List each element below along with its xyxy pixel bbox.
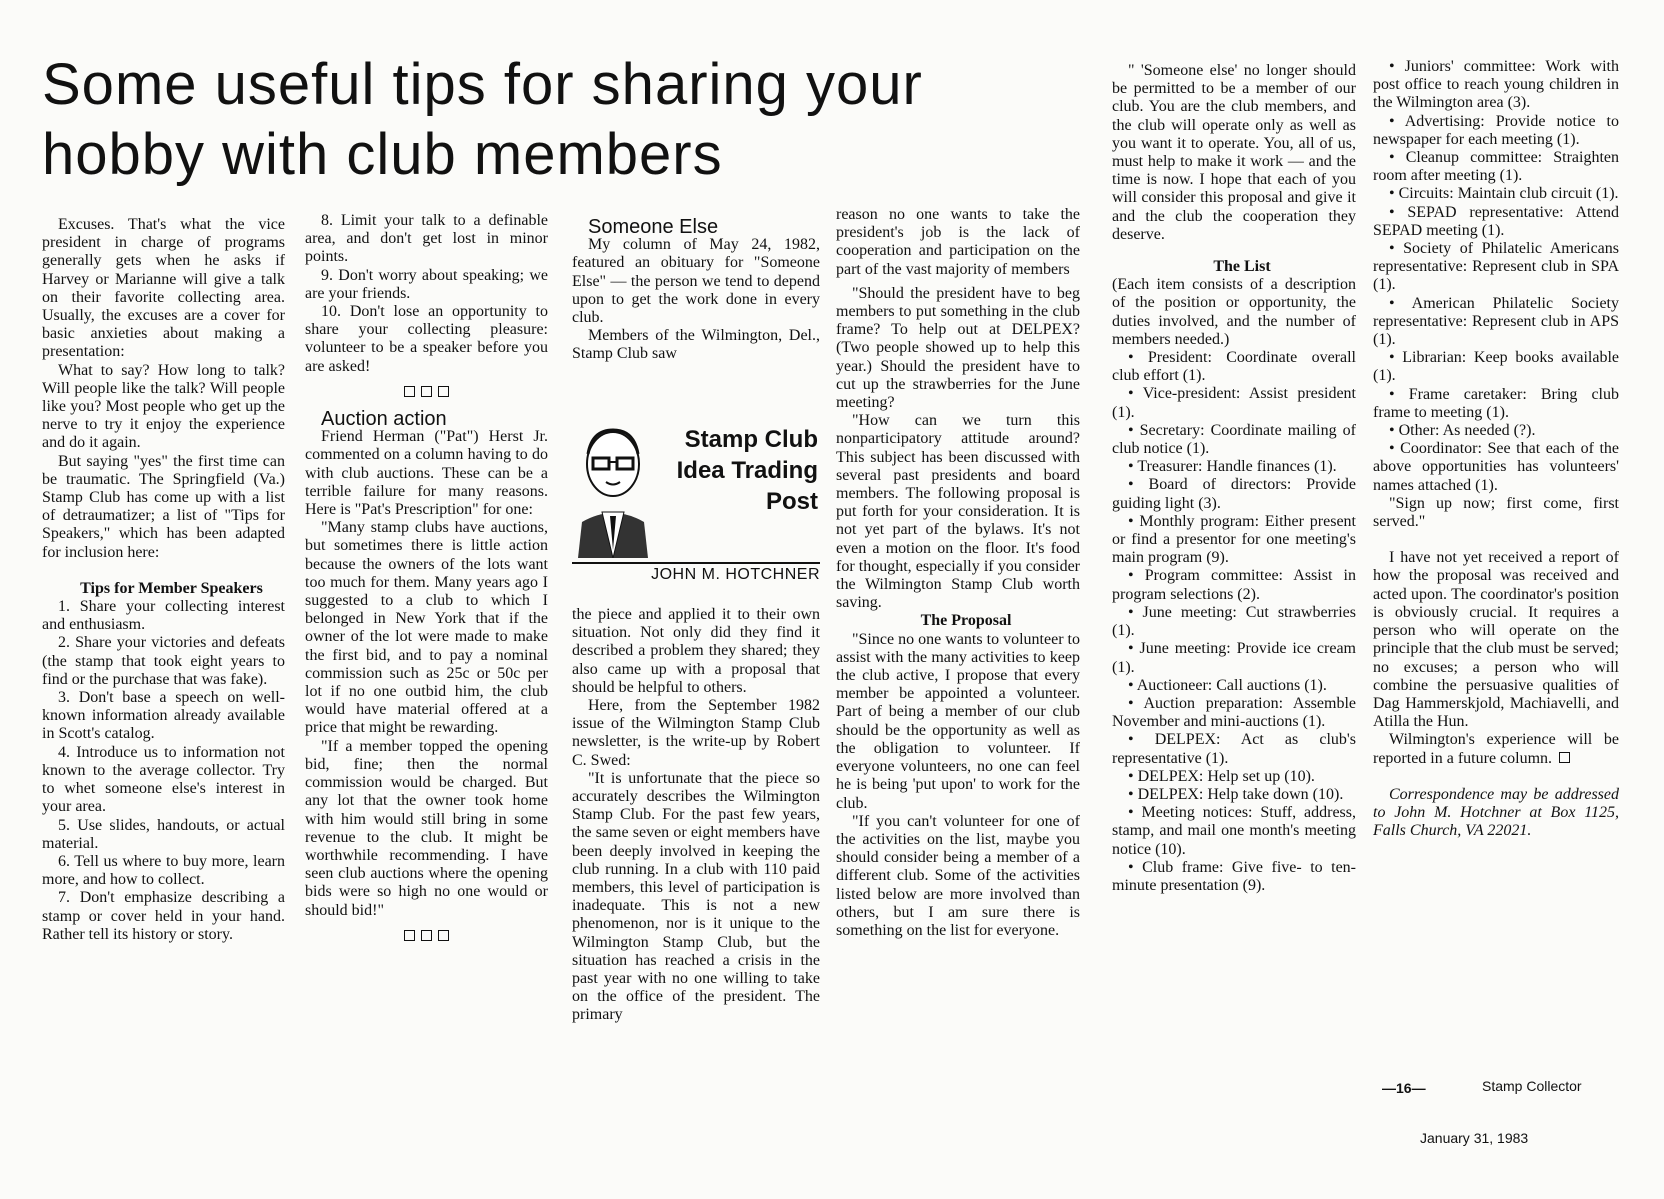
columnist-portrait [572,424,654,558]
tip-item: 6. Tell us where to buy more, learn more, and how to collect. [42,852,285,889]
logo-title: Stamp Club Idea Trading Post [676,426,818,515]
byline: JOHN M. HOTCHNER [651,566,820,583]
paragraph: the piece and applied it to their own situation. Not only did they find it described a problem they shared; they also came up with a proposal that should be helpful to others. [572,606,820,696]
list-item: • Vice-president: Assist president (1). [1112,385,1356,421]
column-6 [1373,58,1619,840]
list-item: • Program committee: Assist in program selections (2). [1112,567,1356,603]
list-item: • Advertising: Provide notice to newspaper for each meeting (1). [1373,112,1619,148]
list-item: • Society of Philatelic Americans representative: Represent club in SPA (1). [1373,240,1619,294]
paragraph: Friend Herman ("Pat") Herst Jr. commented on a column having to do with club auctions. These can be a terrible failure for many reasons. Here is "Pat's Prescription" for one: [305,428,548,519]
tip-item: 2. Share your victories and defeats (the stamp that took eight years to find or the purchase that was fake). [42,634,285,688]
column-1 [42,216,285,944]
list-item: • DELPEX: Help take down (10). [1128,785,1344,803]
list-item: • DELPEX: Act as club's representative (1). [1112,731,1356,767]
paragraph: "If you can't volunteer for one of the activities on the list, maybe you should consider being a member of a different club. Some of the activities listed below are more involved than others, but I am sure there is something on the list for everyone. [836,812,1080,939]
list-item: • Frame caretaker: Bring club frame to meeting (1). [1373,385,1619,421]
list-item: • Juniors' committee: Work with post office to reach young children in the Wilmington area (3). [1373,58,1619,112]
logo-rule [572,562,820,564]
list-item: • Board of directors: Provide guiding light (3). [1112,476,1356,512]
list-item: • American Philatelic Society representative: Represent club in APS (1). [1373,294,1619,349]
column-5 [1112,62,1356,895]
issue-date: January 31, 1983 [1420,1130,1529,1146]
page-number: —16— [1382,1080,1426,1096]
paragraph: "If a member topped the opening bid, fine; then the normal commission would be charged. But any lot that the owner took home with him would still bring in some revenue to the club. It might be worthwhile recommending. I have seen club auctions where the opening bids were so high no one would or should bid!" [305,737,548,919]
list-item: • Secretary: Coordinate mailing of club notice (1). [1112,421,1356,458]
subhead-auction: Auction action [321,408,447,431]
list-item: • Auction preparation: Assemble November and mini-auctions (1). [1112,694,1356,731]
list-item: • Meeting notices: Stuff, address, stamp, and mail one month's meeting notice (10). [1112,804,1356,858]
tip-item: 1. Share your collecting interest and enthusiasm. [42,598,285,634]
list-item: • June meeting: Cut strawberries (1). [1112,603,1356,640]
paragraph: " 'Someone else' no longer should be permitted to be a member of our club. You are the club members, and the club will operate only as well as you want it to operate. You, all of us, must help to make it work — and the time is now. I hope that each of you will consider this proposal and give it and the club the cooperation they deserve. [1112,62,1356,243]
column-3-top [572,218,820,364]
paragraph: Here, from the September 1982 issue of the Wilmington Stamp Club newsletter, is the write-up by Robert C. Swed: [572,697,820,769]
paragraph: What to say? How long to talk? Will people like the talk? Will people like you? Most people who get up the nerve to try it enjoy the experience and do it again. [42,361,285,452]
subhead-tips: Tips for Member Speakers [80,579,263,597]
tip-item: 7. Don't emphasize describing a stamp or cover held in your hand. Rather tell its history or story. [42,889,285,943]
tip-item: 10. Don't lose an opportunity to share your collecting pleasure: volunteer to be a speaker before you are asked! [305,303,548,375]
paragraph: "How can we turn this nonparticipatory attitude around? This subject has been discussed with several past presidents and board members. The following proposal is put forth for your consideration. It is not yet part of the bylaws. It's not even a motion on the floor. It's food for thought, especially if you consider the Wilmington Stamp Club worth saving. [836,412,1080,612]
list-item: • Librarian: Keep books available (1). [1373,349,1619,385]
closing-text: Wilmington's experience will be reported in a future column. [1373,731,1619,767]
list-item: • Circuits: Maintain club circuit (1). [1389,185,1619,203]
list-item: • President: Coordinate overall club effort (1). [1112,349,1356,385]
list-item: • SEPAD representative: Attend SEPAD meeting (1). [1373,203,1619,239]
tip-item: 9. Don't worry about speaking; we are your friends. [305,266,548,302]
column-3-bottom [572,606,820,1025]
list-item: • Monthly program: Either present or find a presentor for one meeting's main program (9). [1112,512,1356,567]
list-item: • Treasurer: Handle finances (1). [1128,458,1337,476]
column-logo [572,424,820,592]
paragraph: My column of May 24, 1982, featured an obituary for "Someone Else" — the person we tend to depend upon to get the work done in every club. [572,236,820,327]
tip-item: 8. Limit your talk to a definable area, and don't get lost in minor points. [305,212,548,266]
publication-name: Stamp Collector [1482,1078,1582,1094]
paragraph: reason no one wants to take the president's job is the lack of cooperation and participation on the part of the vast majority of members [836,206,1080,278]
list-item: • DELPEX: Help set up (10). [1128,767,1315,785]
paragraph: "It is unfortunate that the piece so accurately describes the Wilmington Stamp Club. For the past few years, the same seven or eight members have been deeply involved in keeping the club running. In a club with 110 paid members, this level of participation is inadequate. This is not a new phenomenon, nor is it unique to the Wilmington Stamp Club, but the situation has reached a crisis in the past year with no one willing to take on the office of the president. The primary [572,769,820,1024]
section-divider [305,384,548,402]
paragraph [1373,731,1619,767]
headline: Some useful tips for sharing your hobby with club members [42,52,923,187]
column-2 [305,212,548,954]
list-item: • Auctioneer: Call auctions (1). [1128,676,1327,694]
section-divider [305,928,548,946]
list-item: • Coordinator: See that each of the above opportunities has volunteers' names attached (1). [1373,440,1619,494]
list-item: • June meeting: Provide ice cream (1). [1112,640,1356,676]
list-item: • Cleanup committee: Straighten room after meeting (1). [1373,149,1619,185]
tip-item: 5. Use slides, handouts, or actual material. [42,816,285,852]
paragraph: "Since no one wants to volunteer to assist with the many activities to keep the club active, I propose that every member be appointed a volunteer. Part of being a member of our club should be the opportunity as well as the obligation to volunteer. If everyone volunteers, no one can feel he is being 'put upon' to work for the club. [836,630,1080,812]
paragraph: (Each item consists of a description of the position or opportunity, the duties involved, and the number of members needed.) [1112,276,1356,348]
paragraph: Excuses. That's what the vice president in charge of programs generally gets when he asks if Harvey or Marianne will give a talk on their favorite collecting area. Usually, the excuses are a cover for basic anxieties about making a presentation: [42,216,285,361]
subhead-proposal: The Proposal [920,612,1012,630]
list-item: • Club frame: Give five- to ten-minute presentation (9). [1112,858,1356,894]
tip-item: 4. Introduce us to information not known to the average collector. Try to whet someone else's interest in your area. [42,743,285,816]
paragraph: "Many stamp clubs have auctions, but sometimes there is little action because the owners of the lots want too much for them. Many years ago I suggested to a club to which I belonged in New York that if the owner of the lot were made to make the first bid, and to pay a nominal commission such as 25c or 50c per lot if no one outbid him, the club would have material offered at a price that might be rewarding. [305,519,548,737]
correspondence-note: Correspondence may be addressed to John M. Hotchner at Box 1125, Falls Church, VA 22021. [1373,785,1619,840]
tip-item: 3. Don't base a speech on well-known information already available in Scott's catalog. [42,689,285,743]
list-item: "Sign up now; first come, first served." [1373,494,1619,531]
subhead-someone-else: Someone Else [588,216,719,238]
list-item: • Other: As needed (?). [1389,422,1536,440]
column-4 [836,206,1080,940]
paragraph: But saying "yes" the first time can be traumatic. The Springfield (Va.) Stamp Club has come up with a list of detraumatizer; a list of "Tips for Speakers," which has been adapted for inclusion here: [42,452,285,561]
subhead-list: The List [1213,258,1271,276]
end-mark-icon [1559,752,1570,763]
paragraph: I have not yet received a report of how the proposal was received and acted upon. The coordinator's position is obviously crucial. It requires a person who will operate on the principle that the club must be served; no excuses; a person who will combine the persuasive qualities of Dag Hammerskjold, Machiavelli, and Atilla the Hun. [1373,549,1619,731]
paragraph: "Should the president have to beg members to put something in the club frame? To help out at DELPEX? (Two people showed up to help this year.) Should the president have to cut up the strawberries for the June meeting? [836,284,1080,412]
paragraph: Members of the Wilmington, Del., Stamp Club saw [572,327,820,363]
